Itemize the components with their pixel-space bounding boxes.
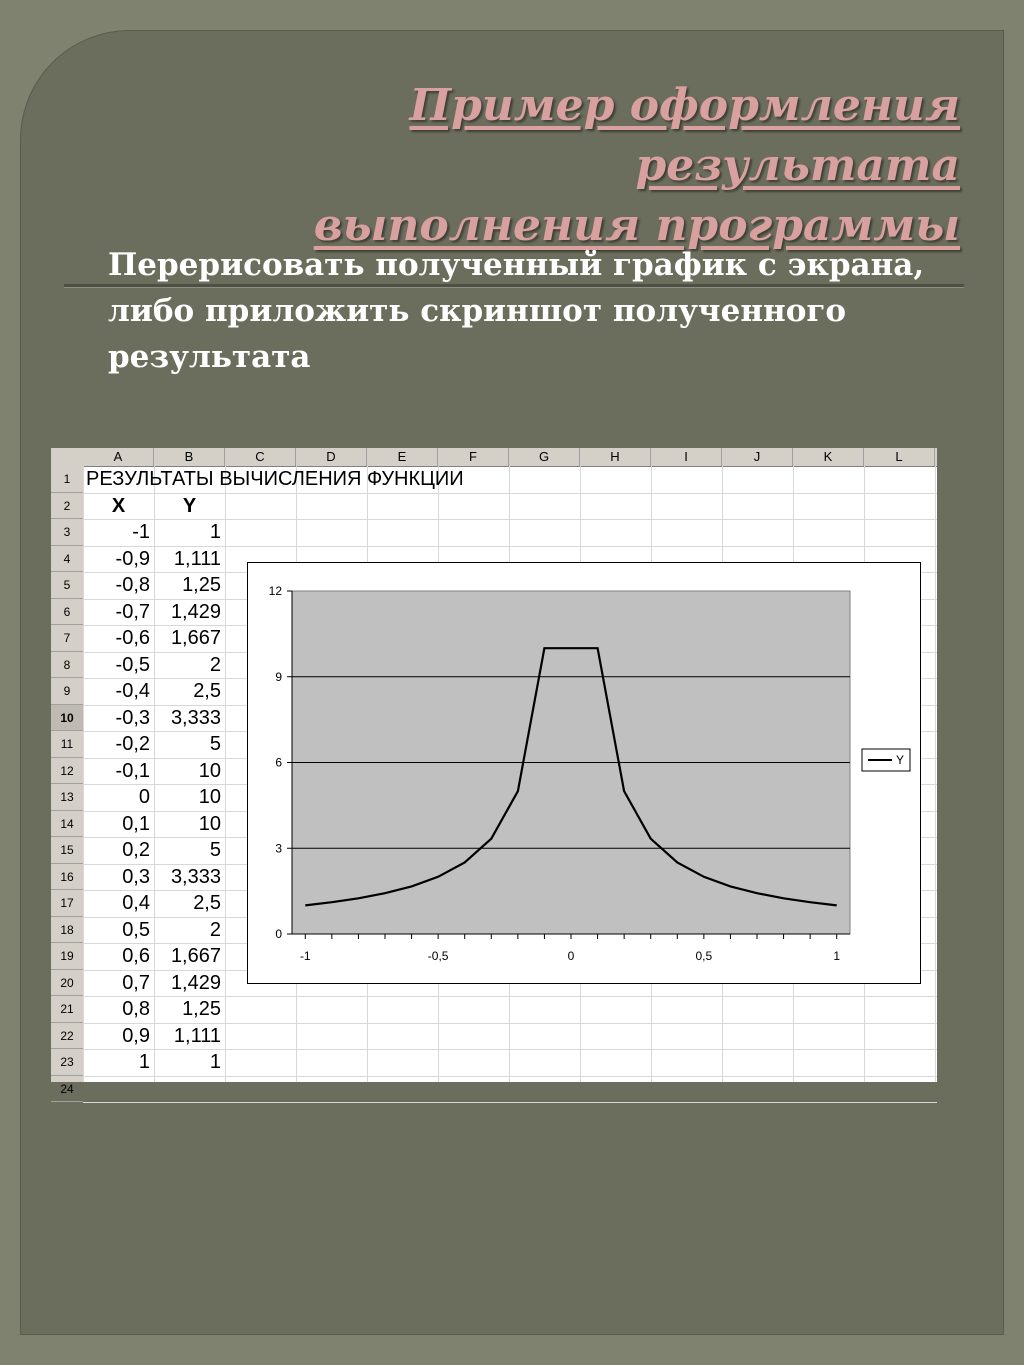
slide-subtitle: [108, 242, 948, 380]
cell-y-value: 1,429: [170, 600, 221, 623]
gridline-horizontal: [83, 1102, 937, 1103]
cell-y-value: 1,25: [182, 574, 221, 596]
subtitle-line-2: либо приложить скриншот полученного: [108, 293, 847, 329]
row-header-12: 12: [51, 758, 83, 785]
x-tick-label-1: 1: [833, 949, 841, 963]
slide-title: [100, 76, 960, 256]
cell-y-value: 10: [198, 786, 221, 808]
cell-x-value: 1: [138, 1051, 150, 1073]
column-header-g: G: [509, 448, 580, 466]
cell-y-value: 10: [198, 812, 221, 835]
cell-y-value: 5: [209, 733, 221, 755]
column-y-label: Y: [182, 494, 197, 517]
cell-x-value: 0,8: [122, 998, 150, 1020]
column-header-b: B: [154, 448, 225, 466]
subtitle-line-1: Перерисовать полученный график с экрана,: [108, 247, 925, 283]
cell-x-value: 0,7: [122, 971, 150, 994]
cell-x-value: 0,5: [122, 918, 150, 941]
cell-y-value: 1,429: [170, 971, 221, 994]
column-header-l: L: [864, 448, 935, 466]
cell-y-value: 1,667: [170, 945, 221, 967]
cell-x-value: 0,6: [122, 945, 150, 967]
x-tick-label-0,5: 0,5: [695, 949, 713, 963]
row-header-10: 10: [51, 705, 83, 732]
cell-y-value: 1,25: [182, 998, 221, 1020]
cell-x-value: 0,4: [122, 892, 150, 914]
column-header-i: I: [651, 448, 722, 466]
column-header-d: D: [296, 448, 367, 466]
cell-x-value: -0,1: [115, 759, 150, 782]
column-header-a: A: [83, 448, 154, 466]
cell-y-value: 2,5: [193, 892, 221, 914]
row-header-4: 4: [51, 546, 83, 573]
cell-y-value: 1: [209, 521, 221, 543]
column-header-k: K: [793, 448, 864, 466]
cell-x-value: -0,5: [115, 653, 150, 676]
cell-x-value: -0,9: [115, 547, 150, 570]
row-header-21: 21: [51, 996, 83, 1023]
row-header-22: 22: [51, 1023, 83, 1050]
cell-x-value: 0: [138, 786, 150, 808]
row-header-2: 2: [51, 493, 83, 520]
cell-y-value: 10: [198, 759, 221, 782]
cell-x-value: -0,8: [115, 574, 150, 596]
row-header-15: 15: [51, 837, 83, 864]
cell-y-value: 2: [209, 918, 221, 941]
y-tick-label-9: 9: [275, 669, 282, 684]
cell-x-value: -0,6: [115, 627, 150, 649]
row-header-14: 14: [51, 811, 83, 838]
cell-x-value: -1: [132, 521, 150, 543]
y-tick-label-0: 0: [275, 927, 282, 941]
y-tick-label-6: 6: [275, 755, 282, 770]
cell-y-value: 5: [209, 839, 221, 861]
row-header-13: 13: [51, 784, 83, 811]
cell-x-value: -0,4: [115, 680, 150, 702]
x-tick-label-0: 0: [567, 949, 575, 963]
legend-label-y: Y: [896, 753, 905, 767]
cell-x-value: 0,3: [122, 865, 150, 888]
column-header-e: E: [367, 448, 438, 466]
y-tick-label-12: 12: [268, 584, 282, 598]
x-tick-label--0,5: -0,5: [427, 949, 449, 963]
cell-x-value: -0,3: [115, 706, 150, 729]
row-header-3: 3: [51, 519, 83, 546]
cell-y-value: 1,111: [173, 547, 221, 570]
row-headers: [51, 466, 84, 1096]
cell-y-value: 1,667: [170, 627, 221, 649]
cell-x-value: 0,9: [122, 1024, 150, 1047]
row-header-9: 9: [51, 678, 83, 705]
cell-y-value: 2,5: [193, 680, 221, 702]
sheet-heading-cell: РЕЗУЛЬТАТЫ ВЫЧИСЛЕНИЯ ФУНКЦИИ: [86, 468, 464, 490]
line-chart: [248, 563, 920, 983]
cell-y-value: 1,111: [173, 1024, 221, 1047]
subtitle-line-3: результата: [108, 339, 311, 375]
spreadsheet-screenshot: [51, 448, 937, 1096]
row-header-7: 7: [51, 625, 83, 652]
column-header-j: J: [722, 448, 793, 466]
column-header-c: C: [225, 448, 296, 466]
row-header-11: 11: [51, 731, 83, 758]
x-tick-label--1: -1: [299, 949, 311, 963]
chart-object: [247, 562, 921, 984]
row-header-24: 24: [51, 1076, 83, 1103]
gridline-vertical: [225, 466, 226, 1082]
row-header-23: 23: [51, 1049, 83, 1076]
column-header-f: F: [438, 448, 509, 466]
cell-y-value: 1: [209, 1051, 221, 1073]
title-line-1: Пример оформления результата: [409, 80, 960, 191]
cell-x-value: -0,7: [115, 600, 150, 623]
row-header-6: 6: [51, 599, 83, 626]
column-header-h: H: [580, 448, 651, 466]
title-line-2: выполнения программы: [313, 200, 960, 251]
cell-y-value: 3,333: [170, 865, 221, 888]
cell-x-value: -0,2: [115, 733, 150, 755]
cell-y-value: 2: [209, 653, 221, 676]
row-header-8: 8: [51, 652, 83, 679]
cell-x-value: 0,2: [122, 839, 150, 861]
cell-y-value: 3,333: [170, 706, 221, 729]
row-header-17: 17: [51, 890, 83, 917]
row-header-19: 19: [51, 943, 83, 970]
column-headers: [51, 448, 937, 467]
row-header-20: 20: [51, 970, 83, 997]
row-header-18: 18: [51, 917, 83, 944]
y-tick-label-3: 3: [275, 841, 282, 856]
cell-x-value: 0,1: [122, 812, 150, 835]
column-x-label: X: [111, 494, 126, 517]
row-header-1: 1: [51, 466, 83, 493]
row-header-16: 16: [51, 864, 83, 891]
row-header-5: 5: [51, 572, 83, 599]
gridline-vertical: [935, 466, 936, 1082]
